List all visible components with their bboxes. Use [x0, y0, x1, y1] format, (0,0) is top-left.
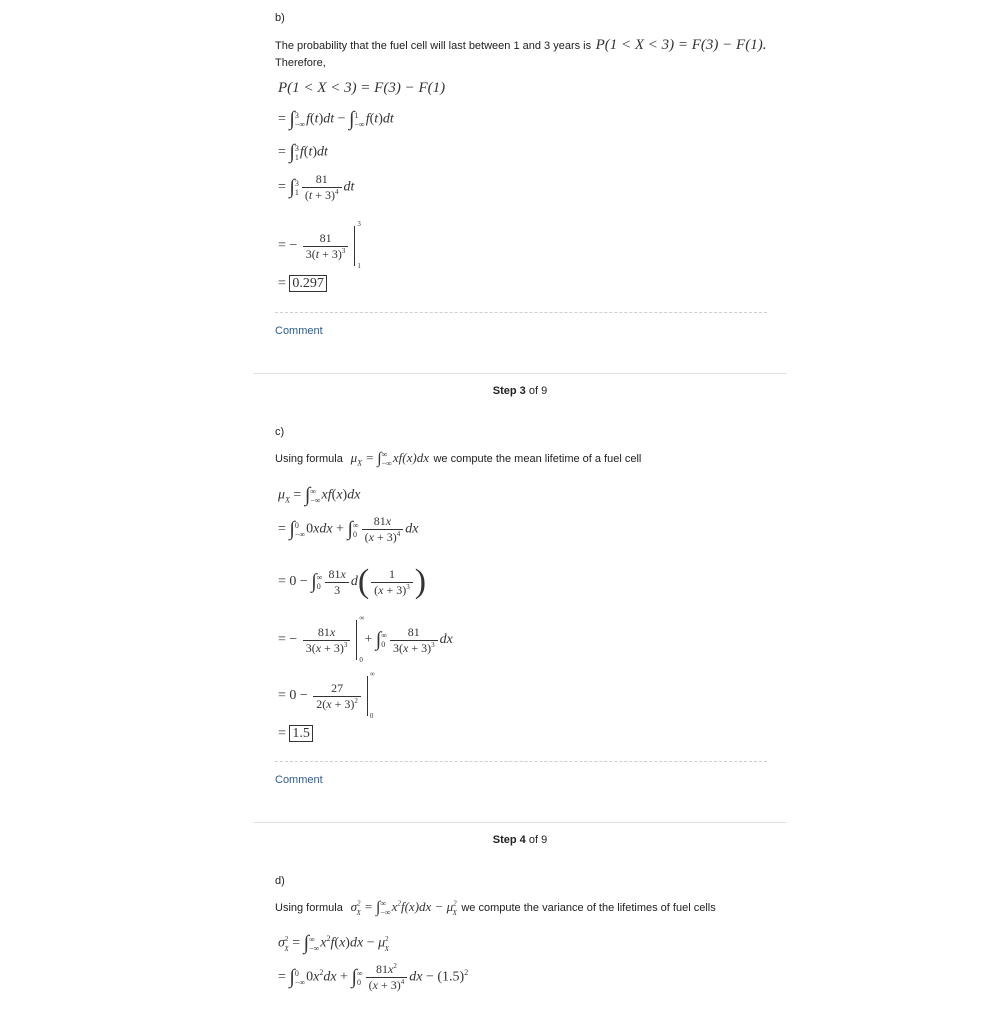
eq-b-line1-text: P(1 < X < 3) = F(3) − F(1): [278, 80, 446, 96]
section-c-intro-before: Using formula: [275, 453, 343, 465]
result-c-box: 1.5: [289, 725, 313, 742]
comment-link-b[interactable]: Comment: [275, 325, 323, 337]
variance-formula: $\sigma^2_X$ = ∫∞ $-\infty x^2f(x)dx - \mu^2_X$: [347, 899, 457, 918]
eq-b-result: = 0.297: [278, 276, 327, 292]
section-c-intro: [275, 449, 641, 468]
eq-b-line2: = ∫3 −∞f(t)dt − ∫1 −∞f(t)dt: [278, 108, 394, 130]
section-b-intro-formula: P(1 < X < 3) = F(3) − F(1).: [595, 37, 767, 53]
eq-b-line3: = ∫3 1f(t)dt: [278, 141, 328, 163]
section-c-label: c): [275, 426, 285, 438]
eq-d-line2: = ∫0 $-\infty 0x^2dx$ + ∫∞ 0 $\frac{81x^2}{(x + 3)^4}$ dx − $(1.5)^2$: [278, 962, 469, 992]
step3-label: Step: [492, 385, 517, 397]
eq-d-line1: $\sigma^2_X$ = ∫∞ $-\infty x^2f(x)dx - \mu^2_X$: [278, 932, 389, 954]
section-d-label: d): [275, 875, 285, 887]
eq-c-line1: $\mu_X$ = ∫∞ −∞xf(x)dx: [278, 484, 361, 506]
section-d-intro-before: Using formula: [275, 902, 343, 914]
section-c-intro-after: we compute the mean lifetime of a fuel cell: [433, 453, 642, 465]
result-b-box: 0.297: [289, 275, 327, 292]
step3-header: [253, 385, 787, 397]
comment-link-c[interactable]: Comment: [275, 774, 323, 786]
step4-of: of 9: [528, 834, 548, 846]
eq-c-line4: = − $\frac{81x}{3(x + 3)^3}$ ∞ 0 + ∫∞ 0 $\frac{81}{3(x + 3)^3}$ dx: [278, 614, 453, 664]
eq-b-line5: = − $\frac{81}{3(t + 3)^3}$ 3 1: [278, 220, 361, 270]
section-b-intro: [275, 36, 766, 54]
section-d-intro: [275, 898, 716, 917]
section-d-intro-after: we compute the variance of the lifetimes of fuel cells: [461, 902, 716, 914]
step4-label: Step: [492, 834, 517, 846]
eq-b-line1: [278, 80, 445, 97]
step3-number: 3: [519, 385, 526, 397]
mean-formula: $\mu_X$ = ∫∞ −∞xf(x)dx: [347, 450, 430, 469]
eq-c-line3: = 0 − ∫∞ 0 $\frac{81x}{3}$ d( $\frac{1}{(x + 3)^3}$ ): [278, 563, 427, 600]
eq-c-result: = 1.5: [278, 726, 313, 742]
eq-c-line2: = ∫0 −∞0xdx + ∫∞ 0 $\frac{81x}{(x + 3)^4}$ dx: [278, 514, 419, 544]
divider-dashed-b: [275, 312, 767, 313]
therefore-text: Therefore,: [275, 57, 326, 69]
step3-of: of 9: [528, 385, 548, 397]
eq-c-line5: = 0 − $\frac{27}{2(x + 3)^2}$ ∞ 0: [278, 670, 375, 720]
divider-step3: [253, 373, 787, 374]
divider-dashed-c: [275, 761, 767, 762]
eq-b-line4: = ∫3 1 $\frac{81}{(t + 3)^4}$ dt: [278, 172, 355, 202]
step4-number: 4: [519, 834, 526, 846]
step4-header: [253, 834, 787, 846]
section-b-intro-text: The probability that the fuel cell will last between 1 and 3 years is: [275, 40, 592, 52]
section-b-label: b): [275, 12, 285, 24]
divider-step4: [253, 822, 787, 823]
